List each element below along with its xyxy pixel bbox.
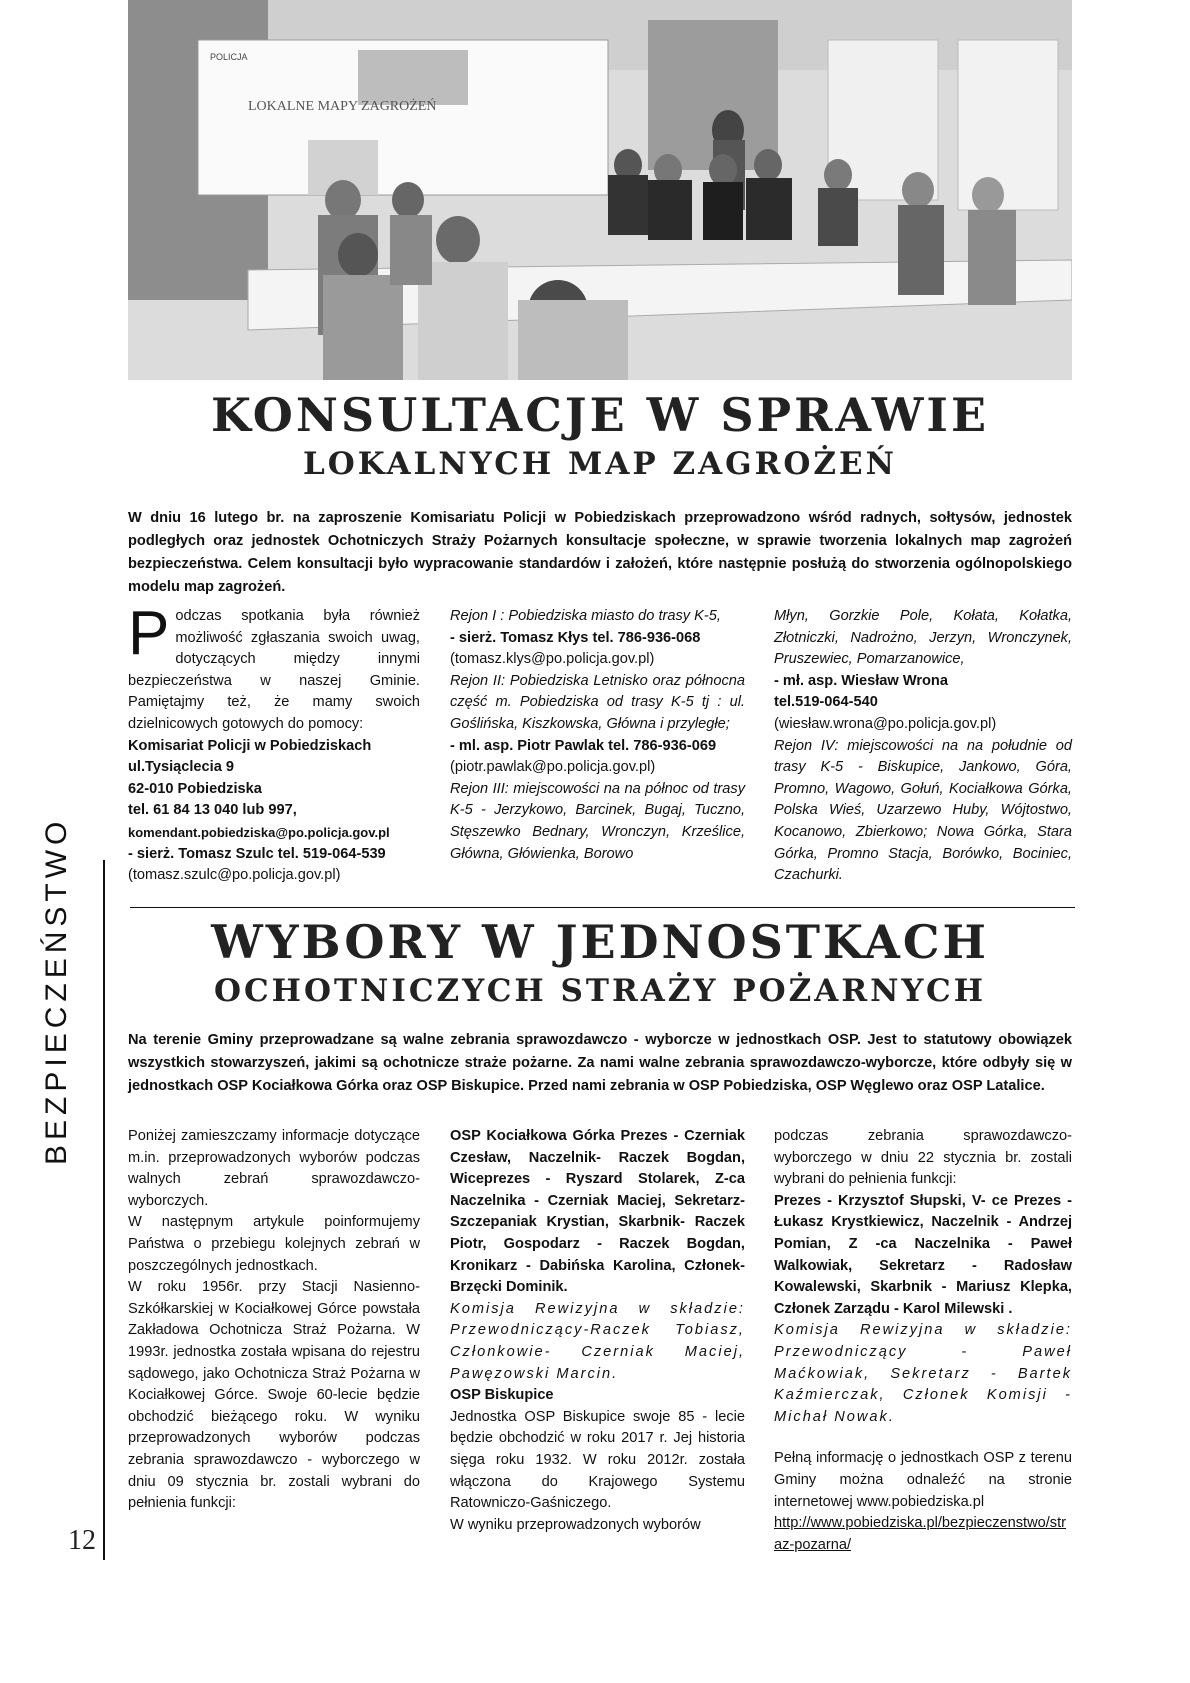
page-number: 12 — [68, 1525, 96, 1556]
a1c1-officer: - sierż. Tomasz Szulc tel. 519-064-539 — [128, 845, 386, 862]
screen-title: LOKALNE MAPY ZAGROŻEŃ — [248, 99, 437, 114]
a1c2-r2-email: (piotr.pawlak@po.policja.gov.pl) — [450, 759, 656, 776]
a1c3-r3-phone: tel.519-064-540 — [774, 694, 878, 711]
a2c2-p4: W wyniku przeprowadzonych wyborów — [450, 1516, 701, 1533]
side-divider — [103, 860, 105, 1560]
a1c3-r4: Rejon IV: miejscowości na na południe od trasy K-5 - Biskupice, Jankowo, Góra, Promno, Wagowo, Gołuń, Kociałkowa Górka, Polska Wieś, Uzarzewo Huby, Wójtostwo, Kocanowo, Zbierkowo; Nowa Górka, Stara Górka, Promno Stacja, Borówko, Bociniec, Czachurki. — [774, 737, 1072, 884]
a1c3-r3-officer: - mł. asp. Wiesław Wrona — [774, 672, 948, 689]
a1c2-r3: Rejon III: miejscowości na na północ od trasy K-5 - Jerzykowo, Barcinek, Bugaj, Tuczno, Stęszewko Bednary, Wronczyn, Krześlice, Główna, Główienka, Borowo — [450, 780, 745, 862]
a2c1-p2: W następnym artykule poinformujemy Państwa o przebiegu kolejnych zebrań w poszczególnych jednostkach. — [128, 1214, 420, 1274]
a2c2-p3-head: OSP Biskupice — [450, 1387, 554, 1404]
a1c2-r2-officer: - ml. asp. Piotr Pawlak tel. 786-936-069 — [450, 737, 717, 754]
article1-col2 — [450, 606, 745, 865]
article1-col3 — [774, 606, 1072, 887]
a2c2-p3: Jednostka OSP Biskupice swoje 85 - lecie będzie obchodzić w roku 2017 r. Jej historia sięga roku 1932. W roku 2012r. została włączona do Krajowego Systemu Ratowniczo-Gaśniczego. — [450, 1408, 745, 1512]
article1-title-line2: LOKALNYCH MAP ZAGROŻEŃ — [303, 446, 897, 482]
section-label: BEZPIECZEŃSTWO — [40, 816, 73, 1165]
a1c1-phone: tel. 61 84 13 040 lub 997, — [128, 802, 297, 819]
article1-col1 — [128, 599, 420, 887]
a1c2-r2: Rejon II: Pobiedziska Letnisko oraz północna część m. Pobiedziska od trasy K-5 tj : ul. Goślińska, Kiszkowska, Główna i przyległe; — [450, 672, 745, 732]
a2c3-p2: Prezes - Krzysztof Słupski, V- ce Prezes - Łukasz Krystkiewicz, Naczelnik - Andrzej Pomian, Z -ca Naczelnika - Paweł Walkowiak, Sekretarz - Radosław Kowalewski, Skarbnik - Mariusz Klepka, Członek Zarządu - Karol Milewski . — [774, 1192, 1072, 1317]
a2c2-p2: Komisja Rewizyjna w składzie: Przewodniczący-Raczek Tobiasz, Członkowie- Czerniak Maciej, Pawęzowski Marcin. — [450, 1300, 745, 1382]
a1c3-r3-email: (wiesław.wrona@po.policja.gov.pl) — [774, 715, 997, 732]
a2c3-p3: Komisja Rewizyjna w składzie: Przewodniczący - Paweł Maćkowiak, Sekretarz - Bartek Kaźmierczak, Członek Komisji - Michał Nowak. — [774, 1322, 1072, 1425]
article1-lead: W dniu 16 lutego br. na zaproszenie Komisariatu Policji w Pobiedziskach przeprowadzono wśród radnych, sołtysów, jednostek podległych oraz jednostek Ochotniczych Straży Pożarnych konsultacje społeczne, w sprawie tworzenia lokalnych map zagrożeń bezpieczeństwa. Celem konsultacji było wypracowanie standardów i założeń, które następnie posłużą do stworzenia ogólnopolskiego modelu map zagrożeń. — [128, 510, 1072, 595]
a2c1-p1: Poniżej zamieszczamy informacje dotyczące m.in. przeprowadzonych wyborów podczas walnych zebrań sprawozdawczo-wyborczych. — [128, 1128, 420, 1209]
dropcap: P — [128, 599, 170, 668]
article2-col2 — [450, 1126, 745, 1536]
screen-logo: POLICJA — [210, 52, 248, 62]
a2c2-p1: OSP Kociałkowa Górka Prezes - Czerniak Czesław, Naczelnik- Raczek Bogdan, Wiceprezes - Ryszard Stolarek, Z-ca Naczelnika - Czerniak Maciej, Sekretarz-Szczepaniak Krystian, Skarbnik- Raczek Piotr, Gospodarz - Raczek Bogdan, Kronikarz - Dabińska Karolina, Członek-Brzęcki Dominik. — [450, 1128, 745, 1296]
osp-link[interactable]: http://www.pobiedziska.pl/bezpieczenstwo/straz-pozarna/ — [774, 1515, 1067, 1553]
a1c2-r1: Rejon I : Pobiedziska miasto do trasy K-5, — [450, 608, 721, 624]
article2-title-line2: OCHOTNICZYCH STRAŻY POŻARNYCH — [214, 973, 986, 1009]
article2-lead: Na terenie Gminy przeprowadzane są walne zebrania sprawozdawczo - wyborcze w jednostkach OSP. Jest to statutowy obowiązek wszystkich stowarzyszeń, jakimi są ochotnicze straże pożarne. Za nami walne zebrania sprawozdawczo-wyborcze, które odbyły się w jednostkach OSP Kociałkowa Górka oraz OSP Biskupice. Przed nami zebrania w OSP Pobiedziska, OSP Węglewo oraz OSP Latalice. — [128, 1032, 1072, 1094]
article2-col3 — [774, 1126, 1072, 1556]
a1c1-intro: odczas spotkania była również możliwość zgłaszania swoich uwag, dotyczących między innymi bezpieczeństwa w naszej Gminie. Pamiętajmy też, że mamy swoich dzielnicowych gotowych do pomocy: — [128, 608, 420, 732]
article-divider — [130, 907, 1075, 908]
a2c3-p4: Pełną informację o jednostkach OSP z terenu Gminy można odnaleźć na stronie internetowej www.pobiedziska.pl — [774, 1450, 1072, 1510]
a1c1-city: 62-010 Pobiedziska — [128, 780, 262, 797]
a1c1-org: Komisariat Policji w Pobiedziskach — [128, 737, 372, 754]
a1c2-r1-email: (tomasz.klys@po.policja.gov.pl) — [450, 651, 655, 668]
article2-title-line1: WYBORY W JEDNOSTKACH — [211, 915, 989, 969]
article1-title-line1: KONSULTACJE W SPRAWIE — [211, 388, 989, 442]
a1c1-officer-email: (tomasz.szulc@po.policja.gov.pl) — [128, 867, 341, 884]
a1c2-r1-officer: - sierż. Tomasz Kłys tel. 786-936-068 — [450, 629, 701, 646]
a1c1-street: ul.Tysiąclecia 9 — [128, 759, 235, 776]
a1c1-email: komendant.pobiedziska@po.policja.gov.pl — [128, 824, 390, 840]
meeting-photo — [128, 0, 1072, 380]
meeting-photo-drawing — [128, 0, 1072, 380]
a2c3-p1: podczas zebrania sprawozdawczo-wyborczego w dniu 22 stycznia br. zostali wybrani do pełnienia funkcji: — [774, 1128, 1072, 1188]
a1c3-r3-cont: Młyn, Gorzkie Pole, Kołata, Kołatka, Złotniczki, Nadrożno, Jerzyn, Wronczynek, Pruszewiec, Pomarzanowice, — [774, 608, 1072, 668]
a2c1-p3: W roku 1956r. przy Stacji Nasienno-Szkółkarskiej w Kociałkowej Górce powstała Zakładowa Ochotnicza Straż Pożarna. W 1993r. jednostka została wpisana do rejestru sądowego, jako Ochotnicza Straż Pożarna w Kociałkowej Górce. Swoje 60-lecie będzie obchodzić bieżącego roku. W wyniku przeprowadzonych wyborów podczas zebrania sprawozdawczo - wyborczego w dniu 09 stycznia br. zostali wybrani do pełnienia funkcji: — [128, 1279, 420, 1512]
article2-col1 — [128, 1126, 420, 1515]
